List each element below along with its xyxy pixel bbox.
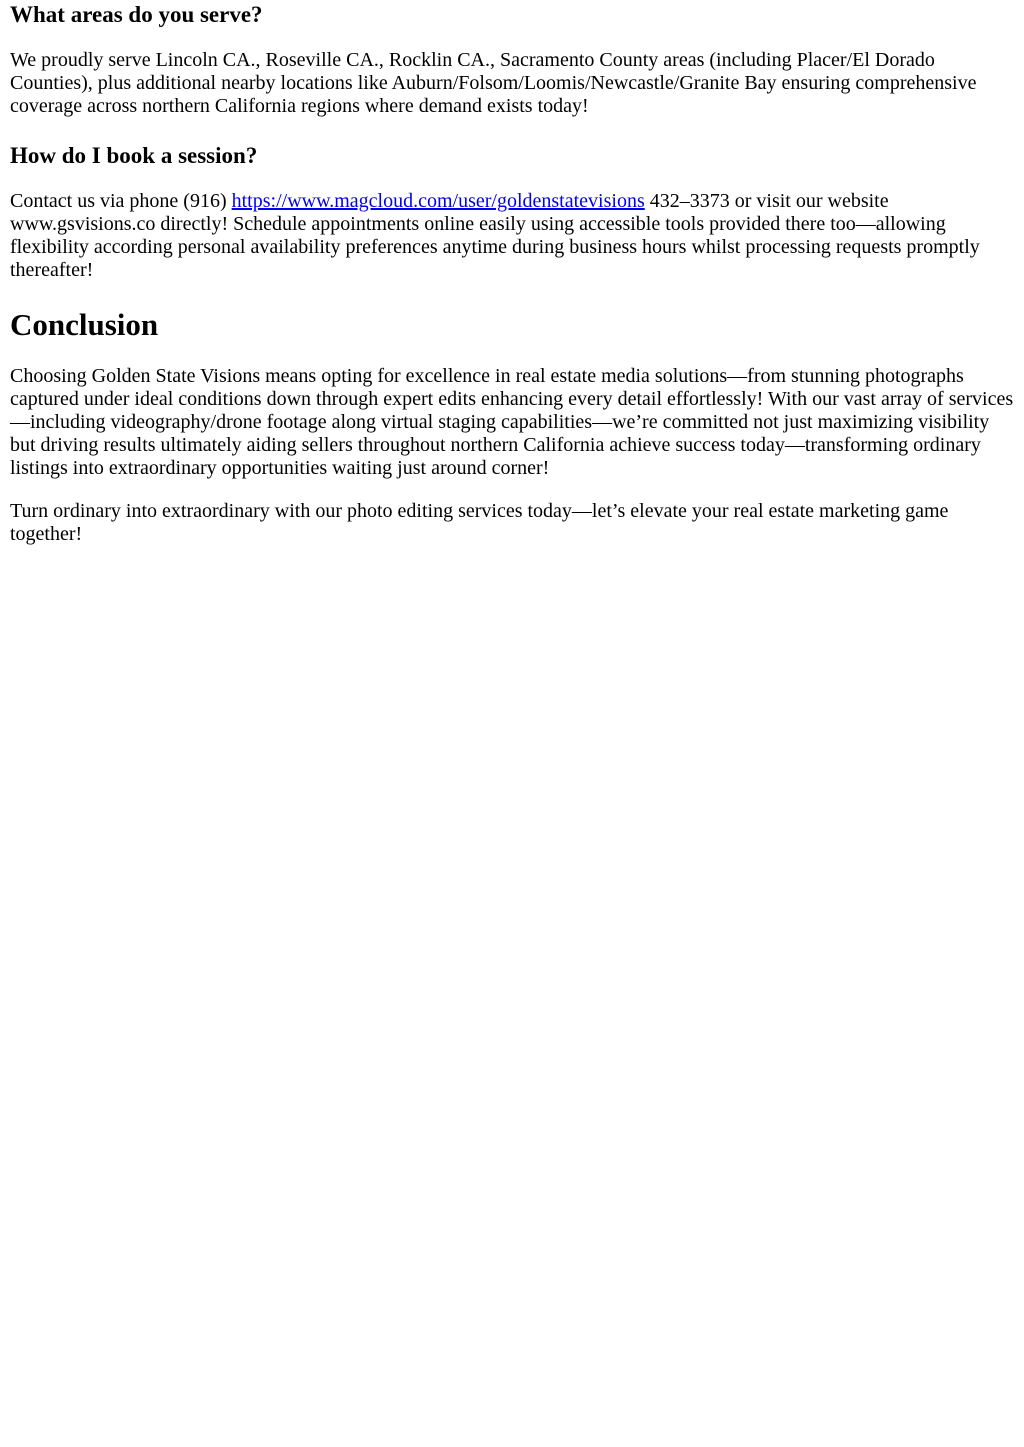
faq-answer-booking	[10, 190, 1014, 282]
faq-question-areas: What areas do you serve?	[10, 2, 263, 27]
booking-text-before-link: Contact us via phone (916)	[10, 190, 232, 212]
magcloud-link[interactable]: https://www.magcloud.com/user/goldenstatevisions	[231, 190, 645, 212]
faq-question-booking: How do I book a session?	[10, 143, 258, 168]
conclusion-heading: Conclusion	[10, 307, 159, 342]
conclusion-paragraph-1: Choosing Golden State Visions means opting for excellence in real estate media solutions—from stunning photographs captured under ideal conditions down through expert edits enhancing every detail effortlessly! With our vast array of services—including videography/drone footage along virtual staging capabilities—we’re committed not just maximizing visibility but driving results ultimately aiding sellers throughout northern California achieve success today—transforming ordinary listings into extraordinary opportunities waiting just around corner!	[10, 365, 1014, 479]
document-body	[0, 1, 1024, 546]
booking-text-after-link: 432–3373 or visit our website www.gsvisions.co directly! Schedule appointments online easily using accessible tools provided there too—allowing flexibility according personal availability preferences anytime during business hours whilst processing requests promptly thereafter!	[10, 190, 980, 281]
faq-answer-areas: We proudly serve Lincoln CA., Roseville CA., Rocklin CA., Sacramento County areas (including Placer/El Dorado Counties), plus additional nearby locations like Auburn/Folsom/Loomis/Newcastle/Granite Bay ensuring comprehensive coverage across northern California regions where demand exists today!	[10, 49, 977, 117]
conclusion-paragraph-2: Turn ordinary into extraordinary with our photo editing services today—let’s elevate your real estate marketing game together!	[10, 500, 949, 545]
